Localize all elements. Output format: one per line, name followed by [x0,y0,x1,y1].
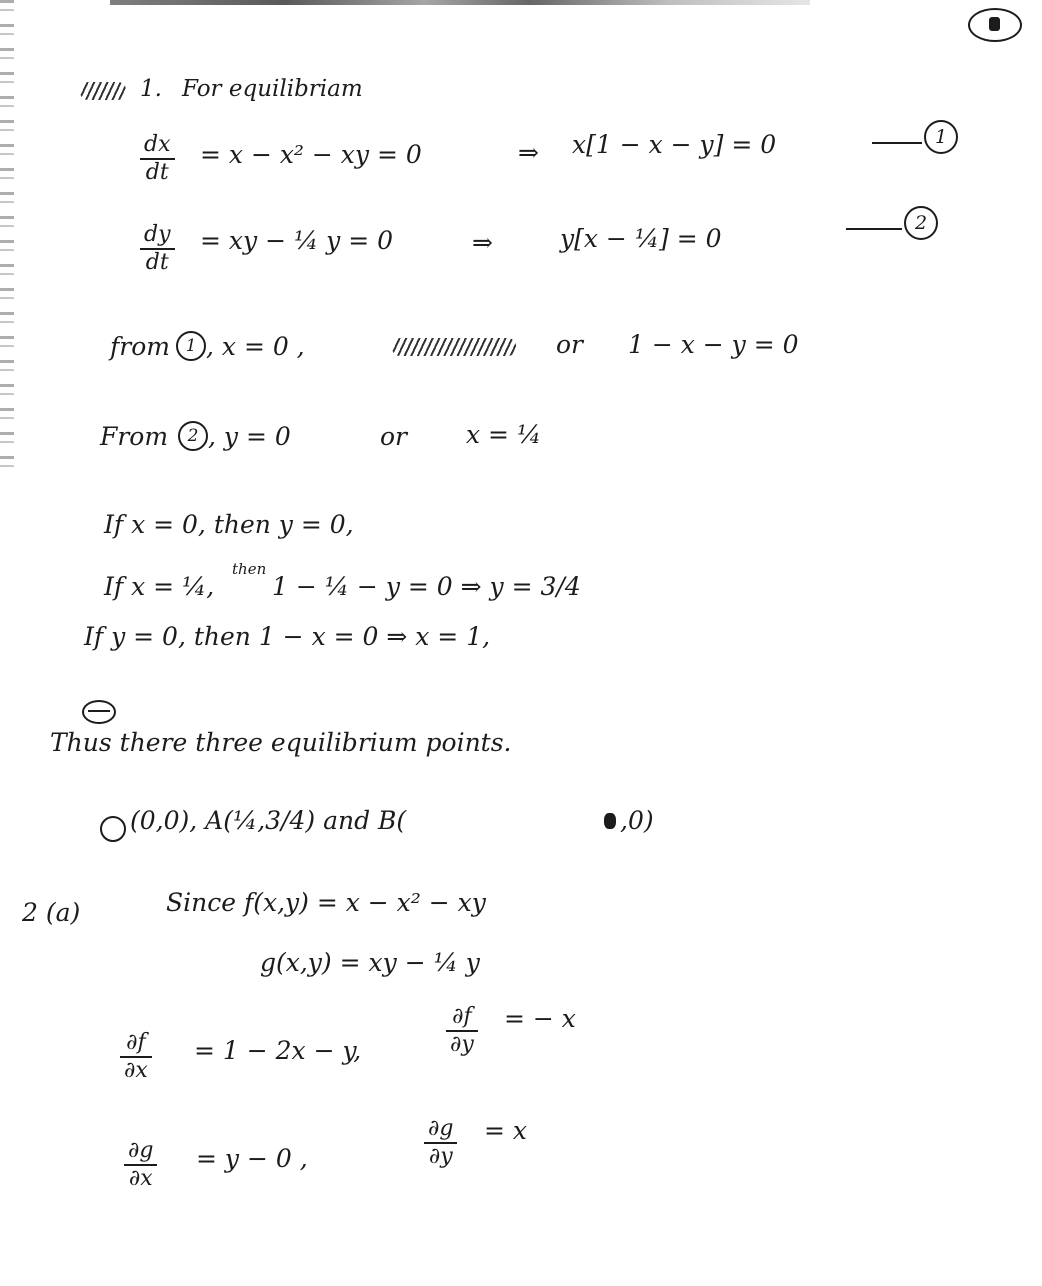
from2-rest: x = ¼ [466,420,542,449]
point-o-marker [100,816,126,842]
equation-ref-1: 1 [924,120,958,154]
dfdx-rhs: = 1 − 2x − y, [194,1036,362,1065]
case-x-quarter-then: then [232,560,267,578]
equation-ref-2: 2 [904,206,938,240]
from2-prefix: From [100,422,169,451]
from1-x-zero: , x = 0 , [206,332,305,361]
implies-arrow: ⇒ [472,228,493,257]
case-x-zero: If x = 0, then y = 0, [104,510,354,539]
dgdx-denominator: ∂x [128,1166,153,1191]
from2-or: or [380,422,408,451]
dydt-fraction [140,222,175,276]
dgdx-rhs: = y − 0 , [196,1144,308,1173]
from1-ref: 1 [176,331,206,361]
dxdt-denominator: dt [145,160,169,185]
page-number-badge [968,8,1022,42]
eq2-rhs: = xy − ¼ y = 0 [200,226,394,255]
eq1-rhs: = x − x² − xy = 0 [200,140,422,169]
dfdx-numerator: ∂f [126,1030,146,1055]
page-number-blot [989,17,1000,31]
dfdy-rhs: = − x [504,1004,576,1033]
dgdy-fraction [424,1116,457,1170]
scan-edge-top [110,0,810,5]
dydt-denominator: dt [145,250,169,275]
from1-prefix: from [110,332,170,361]
f-definition: Since f(x,y) = x − x² − xy [166,888,486,917]
g-definition: g(x,y) = xy − ¼ y [260,948,480,977]
from1-or: or [556,330,584,359]
doodle-mark [82,700,116,724]
implies-arrow: ⇒ [518,138,539,167]
dxdt-numerator: dx [144,132,171,157]
case-x-quarter-b: 1 − ¼ − y = 0 ⇒ y = 3/4 [272,572,581,601]
equilibrium-points-a: (0,0), A(¼,3/4) and B( [130,806,407,835]
crossed-out-term [392,338,516,356]
case-y-zero: If y = 0, then 1 − x = 0 ⇒ x = 1, [84,622,491,651]
dgdy-rhs: = x [484,1116,527,1145]
from2-y-zero: , y = 0 [208,422,291,451]
dfdy-numerator: ∂f [452,1004,472,1029]
scan-edge-left [0,0,14,480]
part-2a-label: 2 (a) [22,898,81,927]
dgdx-numerator: ∂g [128,1138,154,1163]
dgdy-denominator: ∂y [428,1144,453,1169]
problem-1-label: 1. [140,76,162,102]
case-x-quarter-a: If x = ¼, [104,572,215,601]
ref-dash-1 [872,142,922,144]
problem-1-heading: For equilibriam [182,76,363,102]
dgdx-fraction [124,1138,157,1192]
from2-ref: 2 [178,421,208,451]
equilibrium-points-b: ,0) [620,806,654,835]
eq1-factored: x[1 − x − y] = 0 [572,130,777,159]
from1-rest: 1 − x − y = 0 [628,330,799,359]
dfdy-fraction [446,1004,478,1058]
dfdx-denominator: ∂x [124,1058,148,1083]
ref-dash-2 [846,228,902,230]
dgdy-numerator: ∂g [428,1116,454,1141]
dfdx-fraction [120,1030,152,1084]
dydt-numerator: dy [144,222,171,247]
equilibrium-summary: Thus there three equilibrium points. [50,728,512,757]
eq2-factored: y[x − ¼] = 0 [560,224,722,253]
crossed-out-mark [80,82,126,100]
dxdt-fraction [140,132,175,186]
dfdy-denominator: ∂y [450,1032,474,1057]
ink-blot [604,813,616,829]
